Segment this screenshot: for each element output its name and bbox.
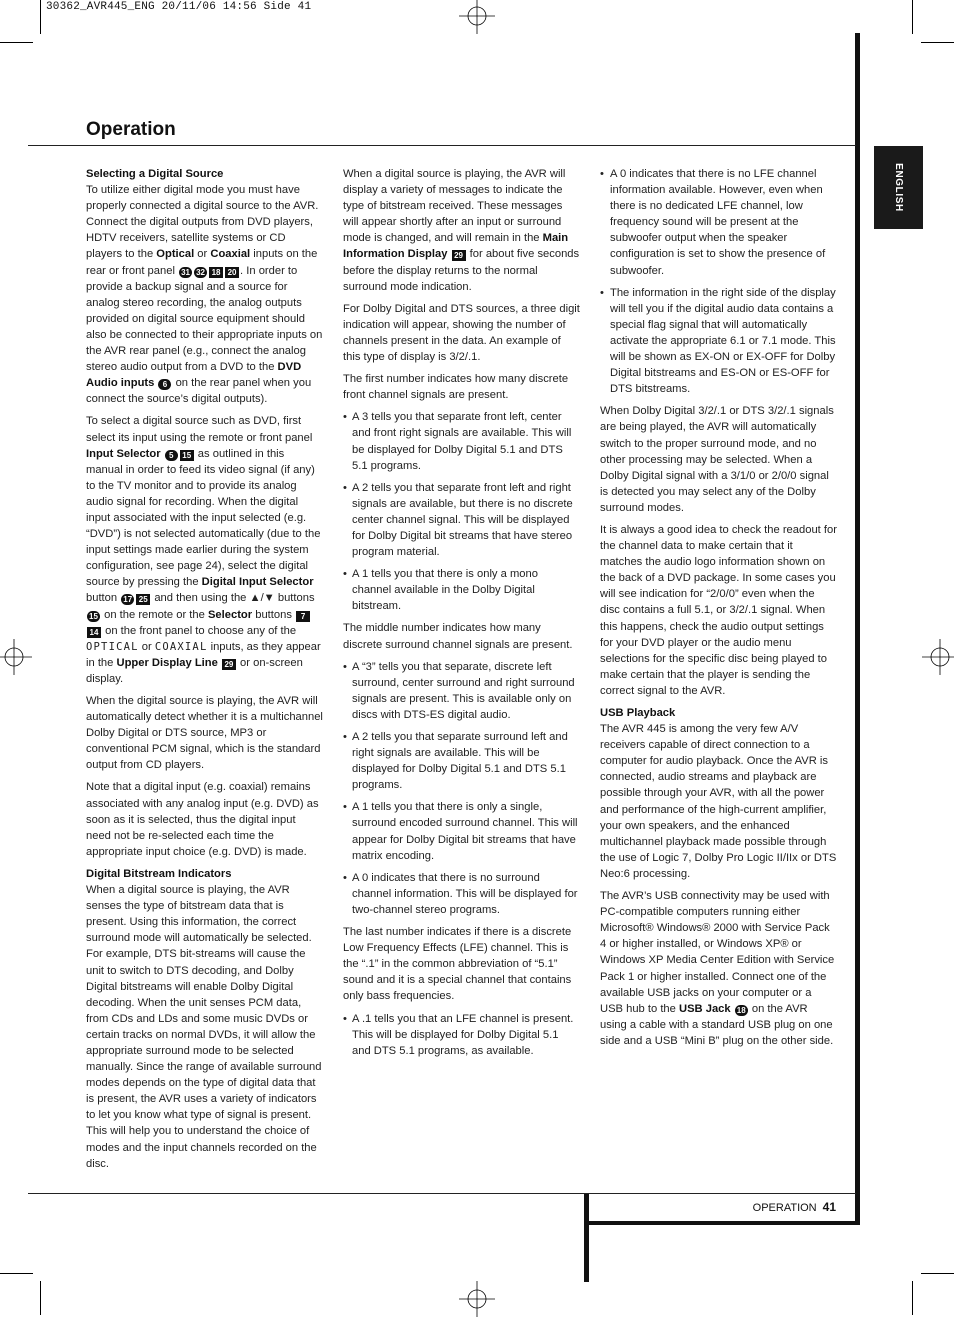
callout-number: 6	[158, 379, 171, 390]
list-item: • A 1 tells you that there is only a single, surround encoded surround channel. This will appear for Dolby Digital bit streams that have matrix encoding.	[343, 799, 580, 863]
list-item: • A 0 indicates that there is no surround channel information. This will be displayed for two-channel stereo programs.	[343, 870, 580, 918]
registration-mark-icon	[459, 0, 495, 34]
paragraph: For Dolby Digital and DTS sources, a three digit indication will appear, showing the number of channels present in the data. An example of this type of display is 3/2/.1.	[343, 302, 580, 364]
bullet-list	[600, 166, 837, 397]
crop-mark	[921, 42, 954, 43]
page-frame-bar	[584, 1194, 589, 1282]
page-footer	[753, 1200, 836, 1214]
page-number: 41	[822, 1200, 836, 1214]
paragraph: When a digital source is playing, the AVR will display a variety of messages to indicate the type of bitstream received. These messages will appear shortly after an input or surround mode is changed, and will remain in the Main Information Display 29 for about five seconds before the display returns to the normal surround mode indication.	[343, 168, 580, 293]
paragraph: The first number indicates how many discrete front channel signals are present.	[343, 373, 569, 402]
callout-number: 20	[225, 267, 239, 278]
paragraph: When Dolby Digital 3/2/.1 or DTS 3/2/.1 signals are being played, the AVR will automatically switch to the proper surround mode, and no other processing may be selected. When a Dolby Digital signal with a 3/1/0 or 2/0/0 signal is detected you may select any of the Dolby surround modes.	[600, 405, 834, 514]
header-rule	[28, 145, 856, 146]
column-1	[86, 166, 323, 1178]
language-tab	[874, 146, 923, 229]
page-frame-bar	[855, 33, 860, 1225]
crop-mark	[912, 1281, 913, 1315]
crop-mark	[40, 1281, 41, 1315]
callout-number: 18	[209, 267, 223, 278]
list-item: • A 0 indicates that there is no LFE channel information available. However, even when there is no dedicated LFE channel, low frequency sound will be present at the subwoofer output when the speaker configuration is set to show the presence of subwoofer.	[600, 166, 837, 279]
callout-number: 5	[165, 450, 178, 461]
section-heading: USB Playback	[600, 707, 676, 719]
paragraph: It is always a good idea to check the readout for the channel data to make certain that it matches the audio logo information shown on the back of a DVD package. In some cases you will see indication for “2/0/0” even when the disc contains a full 5.1, or 3/2/.1 signal. When this happens, check the audio output settings for your DVD player or the audio menu selections for the specific disc being played to make certain that the player is sending the correct signal to the AVR.	[600, 523, 837, 697]
list-item: • A .1 tells you that an LFE channel is present. This will be displayed for Dolby Digital 5.1 and DTS 5.1 programs, as available.	[343, 1011, 580, 1059]
paragraph: The middle number indicates how many discrete surround channel signals are present.	[343, 622, 573, 651]
paragraph: To select a digital source such as DVD, first select its input using the remote or front panel Input Selector 5 15 as outlined in this manual in order to feed its video signal (if any) to the TV monitor and to provide its analog audio signal for recording. When the digital input associated with the input selected (e.g. “DVD”) is not selected automatically (due to the input settings made earlier during the system configuration, see page 24), select the digital source by pressing the Digital Input Selector button 17 25 and then using the ▲/▼ buttons 15 on the remote or the Selector buttons 714 on the front panel to choose any of the OPTICAL or COAXIAL inputs, as they appear in the Upper Display Line 29 or on-screen display.	[86, 415, 321, 685]
registration-mark-icon	[0, 639, 32, 675]
callout-number: 14	[87, 627, 101, 638]
section-heading: Digital Bitstream Indicators	[86, 867, 232, 880]
paragraph: To utilize either digital mode you must have properly connected a digital source to the AVR. Connect the digital outputs from DVD players, HDTV receivers, satellite systems or CD players to the Optical or Coaxial inputs on the rear or front panel 31 32 18 20 . In order to provide a backup signal and a source for analog stereo recording, the analog outputs provided on digital source equipment should also be connected to their appropriate inputs on the AVR rear panel (e.g., connect the analog stereo audio output from a DVD to the DVD Audio inputs 6 on the rear panel when you connect the source’s digital outputs).	[86, 184, 323, 406]
list-item: • A 2 tells you that separate front left and right signals are available, but there is no discrete center channel signal. This will be displayed for Dolby Digital bit streams that have stereo program material.	[343, 480, 580, 560]
list-item: • A 2 tells you that separate surround left and right signals are available. This will be displayed for Dolby Digital 5.1 and DTS 5.1 programs.	[343, 729, 580, 793]
callout-number: 18	[735, 1005, 748, 1016]
crop-mark	[0, 42, 33, 43]
footer-section: OPERATION	[752, 1202, 817, 1214]
callout-number: 15	[87, 611, 100, 622]
list-item: • A “3” tells you that separate, discrete left surround, center surround and right surround signals are present. This is available only on discs with DTS-ES digital audio.	[343, 659, 580, 723]
lcd-text: COAXIAL	[154, 640, 208, 653]
page-frame-bar	[584, 1221, 860, 1225]
paragraph: The last number indicates if there is a discrete Low Frequency Effects (LFE) channel. This is the “.1” in the common abbreviation of “5.1” sound and it is a special channel that contains only bass frequencies.	[343, 926, 572, 1003]
language-label: ENGLISH	[893, 163, 904, 212]
column-3	[600, 166, 837, 1055]
page-title: Operation	[86, 119, 176, 140]
callout-number: 32	[194, 267, 207, 278]
callout-number: 17	[121, 594, 134, 605]
bullet-list	[343, 659, 580, 918]
callout-number: 7	[296, 611, 310, 622]
callout-number: 15	[180, 450, 194, 461]
paragraph: Note that a digital input (e.g. coaxial) remains associated with any analog input (e.g. DVD) as soon as it is selected, thus the digital input need not be re-selected each time the appropriate input choice (e.g. DVD) is made.	[86, 781, 319, 858]
callout-number: 29	[222, 659, 236, 670]
section-heading: Selecting a Digital Source	[86, 168, 224, 180]
list-item: • A 3 tells you that separate front left, center and front right signals are available. This will be displayed for Dolby Digital 5.1 and DTS 5.1 programs.	[343, 409, 580, 473]
bullet-list	[343, 409, 580, 614]
crop-mark	[40, 0, 41, 34]
paragraph: When a digital source is playing, the AVR senses the type of bitstream data that is present. Using this information, the correct surround mode will automatically be selected. For example, DTS bit-streams will cause the unit to switch to DTS decoding, and Dolby Digital bitstreams will enable Dolby Digital decoding. When the unit senses PCM data, from CDs and LDs and some music DVDs or certain tracks on normal DVDs, it will allow the appropriate surround mode to be selected manually. Since the range of available surround modes depends on the type of digital data that is present, the AVR uses a variety of indicators to let you know what type of signal is present. This will help you to understand the choice of modes and the input channels recorded on the disc.	[86, 884, 322, 1170]
crop-mark	[912, 0, 913, 34]
crop-mark	[921, 1273, 954, 1274]
paragraph: The AVR’s USB connectivity may be used with PC-compatible computers running either Microsoft® Windows® 2000 with Service Pack 4 or higher installed, or Windows XP® or Windows XP Media Center Edition with Service Pack 1 or higher installed. Connect one of the available USB jacks on your computer or a USB hub to the USB Jack 18 on the AVR using a cable with a standard USB plug on one side and a USB “Mini B” plug on the other side.	[600, 890, 835, 1047]
print-slug: 30362_AVR445_ENG 20/11/06 14:56 Side 41	[46, 1, 312, 13]
callout-number: 29	[452, 250, 466, 261]
paragraph: When the digital source is playing, the AVR will automatically detect whether it is a multichannel Dolby Digital or DTS source, MP3 or conventional PCM signal, which is the standard output from CD players.	[86, 695, 323, 772]
column-2	[343, 166, 580, 1065]
bullet-list	[343, 1011, 580, 1059]
list-item: • The information in the right side of the display will tell you if the digital audio data contains a special flag signal that will automatically activate the appropriate 6.1 or 7.1 mode. This will be shown as EX-ON or EX-OFF for Dolby Digital bitstreams and ES-ON or ES-OFF for DTS bitstreams.	[600, 285, 837, 398]
crop-mark	[0, 1273, 33, 1274]
paragraph: The AVR 445 is among the very few A/V receivers capable of direct connection to a computer for audio playback. Once the AVR is connected, audio streams and playback are possible through your AVR, with all the power and performance of the high-current amplifier, your own speakers, and the enhanced multichannel playback made possible through the use of Logic 7, Dolby Pro Logic II/IIx or DTS Neo:6 processing.	[600, 723, 837, 880]
lcd-text: OPTICAL	[86, 640, 139, 653]
callout-number: 25	[136, 594, 150, 605]
callout-number: 31	[179, 267, 192, 278]
footer-rule	[28, 1193, 856, 1194]
list-item: • A 1 tells you that there is only a mono channel available in the Dolby Digital bitstream.	[343, 566, 580, 614]
registration-mark-icon	[459, 1281, 495, 1317]
registration-mark-icon	[922, 639, 954, 675]
